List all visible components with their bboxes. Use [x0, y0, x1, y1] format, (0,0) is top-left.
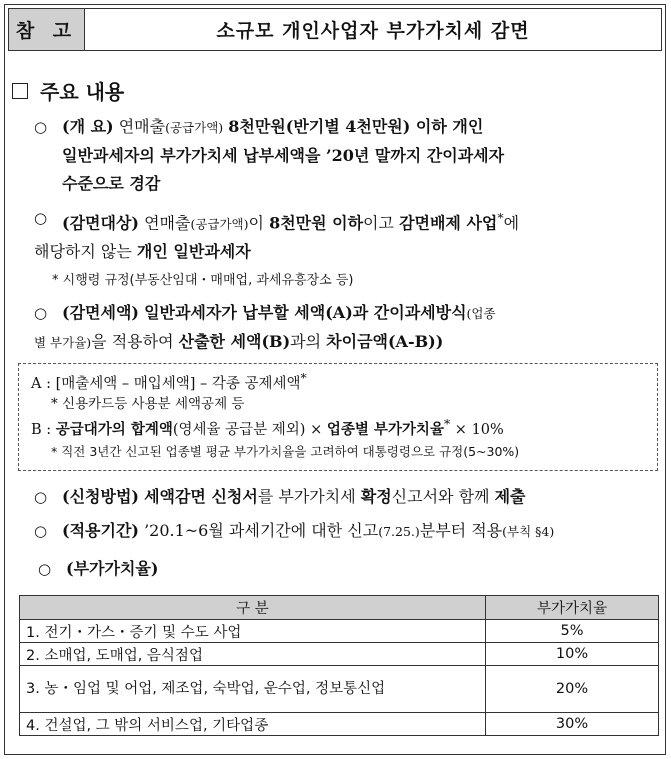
target-sup: * [497, 210, 504, 225]
table-cell-rate: 10% [486, 643, 659, 666]
circle-bullet-icon: ○ [34, 304, 48, 322]
apply-text-2: 신고서와 함께 [391, 487, 490, 506]
table-row [20, 666, 659, 713]
overview-text: 연매출 [118, 117, 166, 136]
amount-small: (업종 [466, 306, 496, 321]
period-text-2: 분부터 적용 [419, 521, 503, 540]
overview-small: (공급가액) [165, 120, 224, 135]
target-text-2: 이 [248, 213, 264, 233]
overview-bold: 8천만원(반기별 4천만원) 이하 개인 [228, 117, 484, 136]
table-cell-rate: 20% [486, 666, 659, 713]
apply-label: (신청방법) [62, 487, 139, 506]
apply-bold-3: 제출 [494, 487, 526, 506]
amount-label: (감면세액) [62, 303, 139, 322]
amount-text-2: 과의 [290, 332, 322, 351]
period-small: (7.25.) [378, 524, 420, 539]
amount-bold-2: 산출한 세액(B) [178, 332, 291, 351]
table-cell-rate: 5% [486, 620, 659, 643]
rate-table [19, 595, 659, 736]
target-note: * 시행령 규정(부동산임대・매매업, 과세유흥장소 등) [52, 273, 354, 288]
formula-a: A : [매출세액 – 매입세액] – 각종 공제세액* [31, 370, 307, 392]
table-row [20, 643, 659, 666]
period-small-2: (부칙 §4) [502, 524, 555, 539]
target-small: (공급가액) [190, 216, 249, 232]
column-header-rate: 부가가치율 [486, 596, 659, 620]
formula-a-note: * 신용카드등 사용분 세액공제 등 [51, 396, 245, 412]
table-cell-category: 1. 전기・가스・증기 및 수도 사업 [20, 620, 486, 643]
overview-label: (개 요) [62, 117, 114, 136]
target-line2: 해당하지 않는 [34, 242, 132, 262]
formula-box [18, 363, 658, 471]
target-text: 연매출 [144, 213, 191, 233]
table-cell-category: 4. 건설업, 그 밖의 서비스업, 기타업종 [20, 713, 486, 736]
table-cell-rate: 30% [486, 713, 659, 736]
amount-bold: 일반과세자가 납부할 세액(A)과 간이과세방식 [144, 303, 467, 322]
target-text-4: 에 [503, 213, 520, 233]
target-label: (감면대상) [62, 213, 139, 233]
item-rate [38, 555, 657, 583]
page-title: 소규모 개인사업자 부가가치세 감면 [85, 8, 662, 51]
rate-label: (부가가치율) [66, 559, 159, 578]
section-heading [12, 76, 124, 105]
period-label: (적용기간) [62, 521, 139, 540]
item-target [34, 204, 657, 266]
circle-bullet-icon: ○ [34, 118, 48, 136]
target-line2-bold: 개인 일반과세자 [136, 242, 251, 262]
formula-b-note: * 직전 3년간 신고된 업종별 평균 부가가치율을 고려하여 대통령령으로 규정(5~30%) [51, 444, 520, 459]
target-bold-2: 감면배제 사업 [399, 213, 498, 233]
amount-small-2: 별 부가율) [34, 335, 92, 350]
overview-line3: 수준으로 경감 [62, 174, 161, 193]
overview-line2: 일반과세자의 부가가치세 납부세액을 ’20년 말까지 간이과세자 [62, 146, 505, 165]
section-title: 주요 내용 [40, 80, 125, 104]
target-bold: 8천만원 이하 [269, 213, 364, 233]
table-row [20, 713, 659, 736]
circle-bullet-icon: ○ [38, 560, 52, 578]
reference-tag: 참 고 [8, 8, 85, 51]
target-text-3: 이고 [363, 213, 394, 233]
circle-bullet-icon: ○ [34, 488, 48, 506]
item-amount [34, 299, 657, 357]
item-overview [34, 113, 657, 198]
table-cell-category: 2. 소매업, 도매업, 음식점업 [20, 643, 486, 666]
apply-text: 를 부가가치세 [257, 487, 356, 506]
apply-bold-2: 확정 [360, 487, 392, 506]
amount-bold-3: 차이금액(A-B)) [326, 332, 444, 351]
amount-text: 을 적용하여 [91, 332, 174, 351]
formula-b: B : 공급대가의 합계액(영세율 공급분 제외) × 업종별 부가가치율* × 10% [31, 416, 504, 438]
column-header-category: 구 분 [20, 596, 486, 620]
circle-bullet-icon: ○ [34, 209, 48, 227]
item-apply [34, 483, 657, 511]
apply-bold: 세액감면 신청서 [144, 487, 258, 506]
period-text: ’20.1~6월 과세기간에 대한 신고 [144, 521, 379, 540]
square-bullet-icon [12, 83, 28, 99]
item-period [34, 517, 657, 546]
table-cell-category: 3. 농・임업 및 어업, 제조업, 숙박업, 운수업, 정보통신업 [20, 666, 486, 713]
table-row [20, 620, 659, 643]
table-header-row [20, 596, 659, 620]
circle-bullet-icon: ○ [34, 522, 48, 540]
